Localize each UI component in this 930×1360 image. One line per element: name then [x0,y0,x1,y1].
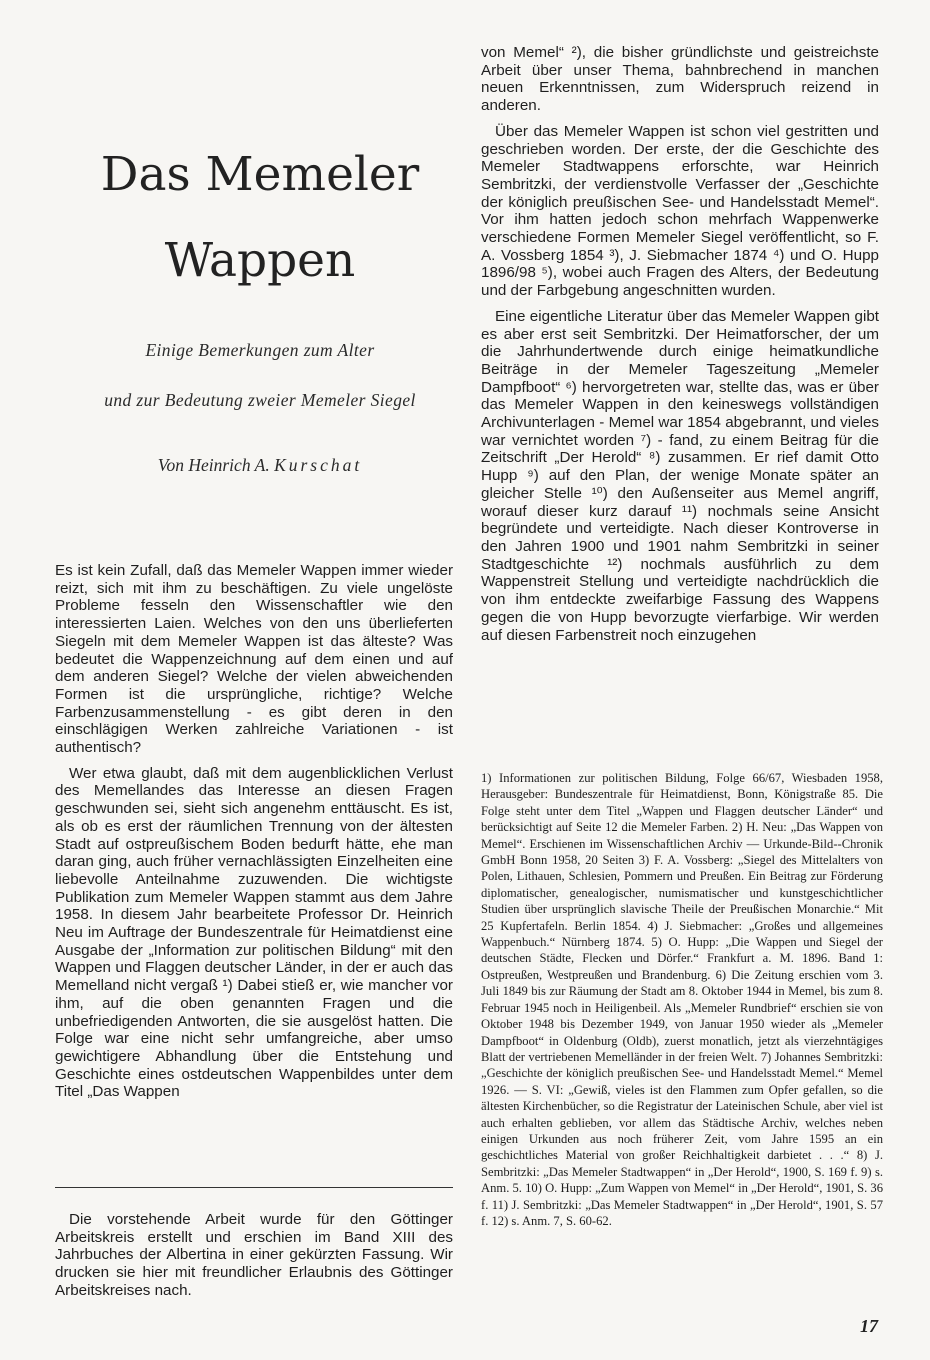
paragraph: Eine eigentliche Literatur über das Memeler Wappen gibt es aber erst seit Sembritzki. Der Heimatforscher, der um die Jahrhundertwende durch einige heimatkundliche Beiträge in der Memeler Tageszeitung „Memeler Dampfboot“ ⁶) hervorgetreten war, stellte das, was er über das Memeler Wappen in den keineswegs vollständigen Archivunterlagen - Memel war 1854 abgebrannt, und vieles war vernichtet worden ⁷) - fand, zu einem Beitrag für die Zeitschrift „Der Herold“ ⁸) zusammen. Er rief damit Otto Hupp ⁹) auf den Plan, der wenige Monate später an gleicher Stelle ¹⁰) den Außenseiter aus Memel angriff, worauf dieser kurz darauf ¹¹) nochmals seine Ansicht begründete und verteidigte. Nach dieser Kontroverse in den Jahren 1900 und 1901 nahm Sembritzki in seiner Stadtgeschichte ¹²) nochmals ausführlich zu dem Wappenstreit Stellung und verteidigte nachdrücklich die von ihm entdeckte zweifarbige Fassung des Wappens gegen die von Hupp bevorzugte vierfarbige. Wir werden auf diesen Farbenstreit noch einzugehen [481,307,879,644]
author-surname: Kurschat [274,455,363,475]
separator-rule [55,1187,453,1188]
paragraph: Wer etwa glaubt, daß mit dem augenblicklichen Verlust des Memellandes das Interesse an diesen Fragen geschwunden sei, sieht sich angenehm enttäuscht. Es ist, als ob es erst der räumlichen Trennung von der ältesten Stadt auf ostpreußischem Boden bedurft hätte, ehe man daran ging, auch früher vernachlässigten Einzelheiten eine liebevolle Anteilnahme zuzuwenden. Die wichtigste Publikation zum Memeler Wappen stammt aus dem Jahre 1958. In diesem Jahr bearbeitete Professor Dr. Heinrich Neu im Auftrage der Bundeszentrale für Heimatdienst eine Ausgabe der „Information zur politischen Bildung“ mit den Wappen und Flaggen deutscher Länder, in der er auch das Memelland nicht vergaß ¹) Dabei stieß er, wie mancher vor ihm, auf die oben genannten Fragen und die unbefriedigenden Antworten, die sie ausgelöst hatten. Die Folge war eine nicht sehr umfangreiche, aber umso gewichtigere Abhandlung über die Entstehung und Geschichte eines ostdeutschen Wappenbildes unter dem Titel „Das Wappen [55,764,453,1101]
title-line-2: Wappen [164,233,356,288]
byline-prefix: Von Heinrich A. [157,455,275,475]
paragraph: von Memel“ ²), die bisher gründlichste und geistreichste Arbeit über unser Thema, bahnbrechend in manchen neuen Erkenntnissen, zum Widerspruch reizend in anderen. [481,44,879,115]
footnotes: 1) Informationen zur politischen Bildung, Folge 66/67, Wiesbaden 1958, Herausgeber: Bundeszentrale für Heimatdienst, Bonn, Königstraße 85. Die Folge steht unter dem Titel „Wappen und Flaggen deutscher Länder“ und berücksichtigt auf Seite 12 die Memeler Farben. 2) H. Neu: „Das Wappen von Memel“. Erschienen im Wissenschaftlichen Archiv — Urkunde-Bild--Chronik GmbH Bonn 1958, 20 Seiten 3) F. A. Vossberg: „Siegel des Mittelalters von Polen, Lithauen, Schlesien, Pommern und Preußen. Ein Beitrag zur Förderung diplomatischer, genealogischer, numismatischer und kunstgeschichtlicher Studien über ursprünglich slavische Theile der Preußischen Monarchie.“ Mit 25 Kupfertafeln. Berlin 1854. 4) J. Siebmacher: „Großes und allgemeines Wappenbuch.“ Nürnberg 1874. 5) O. Hupp: „Die Wappen und Siegel der deutschen Städte, Flecken und Dörfer.“ Frankfurt a. M. 1896. Band 1: Ostpreußen, Westpreußen und Brandenburg. 6) Die Zeitung erschien vom 3. Juli 1849 bis zur Räumung der Stadt am 8. Oktober 1944 in Memel, bis zum 8. Februar 1945 noch in Heiligenbeil. Als „Memeler Rundbrief“ erschien sie von Oktober 1948 bis Dezember 1949, von Januar 1950 wieder als „Memeler Dampfboot“ in Oldenburg (Oldb), zuerst monatlich, jetzt als vierzehntägiges Blatt der vertriebenen Memelländer in der freien Welt. 7) Johannes Sembritzki: „Geschichte der königlich preußischen See- und Handelsstadt Memel.“ Memel 1926. — S. VI: „Gewiß, vieles ist den Flammen zum Opfer gefallen, so die ältesten Kirchenbücher, so die Registratur der Lateinischen Schule, aber viel ist auch erhalten geblieben, vor allem das Städtische Archiv, welches neben einigen Urkunden aus noch früherer Zeit, vom Jahre 1595 an ein geschichtliches Material von großer Reichhaltigkeit darbietet . . .“ 8) J. Sembritzki: „Das Memeler Stadtwappen“ in „Der Herold“, 1900, S. 169 f. 9) s. Anm. 5. 10) O. Hupp: „Zum Wappen von Memel“ in „Der Herold“, 1901, S. 36 f. 11) J. Sembritzki: „Das Memeler Stadtwappen“ in „Der Herold“, 1901, S. 57 f. 12) s. Anm. 7, S. 60-62. [481,771,883,1228]
editor-note: Die vorstehende Arbeit wurde für den Göttinger Arbeitskreis erstellt und erschien im Band XIII des Jahrbuches der Albertina in einer gekürzten Fassung. Wir drucken sie hier mit freundlicher Erlaubnis des Göttinger Arbeitskreises nach. [55,1211,453,1299]
paragraph: Über das Memeler Wappen ist schon viel gestritten und geschrieben worden. Der erste, der die Geschichte des Memeler Stadtwappens erforschte, war Heinrich Sembritzki, der verdienstvolle Verfasser der „Geschichte der königlich preußischen See- und Handelsstadt Memel“. Vor ihm hatten jedoch schon mehrfach Wappenwerke verschiedene Formen Memeler Siegel veröffentlicht, so F. A. Vossberg 1854 ³), J. Siebmacher 1874 ⁴) und O. Hupp 1896/98 ⁵), wobei auch Fragen des Alters, der Bedeutung und der Farbgebung angeschnitten wurden. [481,122,879,300]
page-number: 17 [860,1316,878,1336]
subtitle-line-1: Einige Bemerkungen zum Alter [145,340,375,360]
article-title [60,132,460,304]
subtitle-line-2: und zur Bedeutung zweier Memeler Siegel [104,390,416,410]
left-column [55,562,453,1101]
title-line-1: Das Memeler [100,147,420,202]
author-byline [55,455,465,476]
paragraph: Es ist kein Zufall, daß das Memeler Wappen immer wieder reizt, sich mit ihm zu beschäftigen. Zu viele ungelöste Probleme fesseln den Wissenschaftler wie den interessierten Laien. Welches von den uns überlieferten Siegeln mit dem Memeler Wappen ist das älteste? Was bedeutet die Wappenzeichnung auf dem einen und auf dem anderen Siegel? Welche der vielen abweichenden Formen ist die ursprüngliche, richtige? Welche Farbenzusammenstellung - es gibt deren in den einschlägigen Werken zahlreiche Variationen - ist authentisch? [55,562,453,757]
right-column [481,44,879,644]
